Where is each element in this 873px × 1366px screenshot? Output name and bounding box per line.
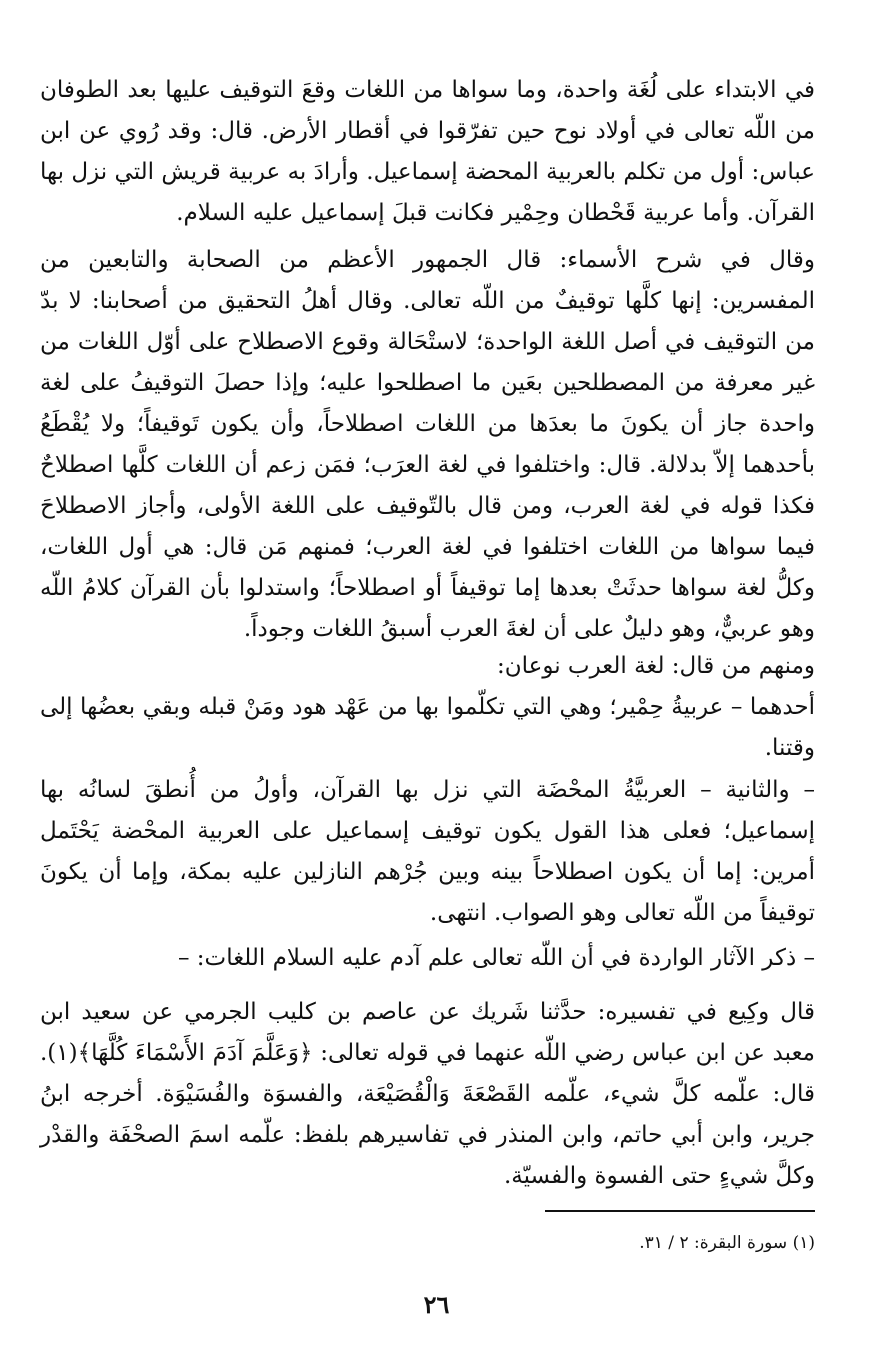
section-heading: – ذكر الآثار الواردة في أن اللّه تعالى علم آدم عليه السلام اللغات: – — [177, 945, 815, 971]
paragraph-3: ومنهم من قال: لغة العرب نوعان: — [496, 653, 815, 679]
paragraph-5: – والثانية – العربيَّةُ المحْضَة التي نزل بها القرآن، وأولُ من أُنطقَ لسانُه بها إسماعيل؛ فعلى هذا القول يكون توقيف إسماعيل على العربية المحْضة يَحْتَمل أمرين: إما أن يكون اصطلاحاً بينه وبين جُرْهم النازلين عليه بمكة، وإما أن يكونَ توقيفاً من اللّه تعالى وهو الصواب. انتهى. — [40, 777, 815, 926]
footnote: (١) سورة البقرة: ٢ / ٣١. — [639, 1233, 815, 1253]
paragraph-1: في الابتداء على لُغَة واحدة، وما سواها من اللغات وقعَ التوقيف عليها بعد الطوفان من اللّه تعالى في أولاد نوح حين تفرّقوا في أقطار الأرض. قال: وقد رُوي عن ابن عباس: أول من تكلم بالعربية المحضة إسماعيل. وأرادَ به عربية قريش التي نزل بها القرآن. وأما عربية قَحْطان وحِمْير فكانت قبلَ إسماعيل عليه السلام. — [40, 77, 815, 226]
page-number: ٢٦ — [423, 1290, 450, 1319]
paragraph-2: وقال في شرح الأسماء: قال الجمهور الأعظم من الصحابة والتابعين من المفسرين: إنها كلَّها توقيفٌ من اللّه تعالى. وقال أهلُ التحقيق من أصحابنا: لا بدّ من التوقيف في أصل اللغة الواحدة؛ لاستْحَالة وقوع الاصطلاح على أوّل اللغات من غير معرفة من المصطلحين بعَين ما اصطلحوا عليه؛ وإذا حصلَ التوقيفُ على لغة واحدة جاز أن يكونَ ما بعدَها من اللغات اصطلاحاً، وأن يكون تَوقيفاً؛ ولا يُقْطَعُ بأحدهما إلاّ بدلالة. قال: واختلفوا في لغة العرَب؛ فمَن زعم أن اللغات كلَّها اصطلاحٌ فكذا قوله في لغة العرب، ومن قال بالتّوقيف على اللغة الأولى، وأجاز الاصطلاحَ فيما سواها من اللغات اختلفوا في لغة العرب؛ فمنهم مَن قال: هي أول اللغات، وكلُّ لغة سواها حدثَتْ بعدها إما توقيفاً أو اصطلاحاً؛ واستدلوا بأن القرآن كلامُ اللّه وهو عربيٌّ، وهو دليلٌ على أن لغةَ العرب أسبقُ اللغات وجوداً. — [40, 247, 815, 642]
paragraph-6: قال وكِيع في تفسيره: حدَّثنا شَريك عن عاصم بن كليب الجرمي عن سعيد ابن معبد عن ابن عباس رضي اللّه عنهما في قوله تعالى: ﴿وَعَلَّمَ آدَمَ الأَسْمَاءَ كُلَّهَا﴾(١). قال: علّمه كلَّ شيء، علّمه القَصْعَةَ وَالْقُصَيْعَة، والفسوَة والفُسَيْوَة. أخرجه ابنُ جرير، وابن أبي حاتم، وابن المنذر في تفاسيرهم بلفظ: علّمه اسمَ الصحْفَة والقدْر وكلَّ شيءٍ حتى الفسوة والفسيّة. — [40, 999, 815, 1189]
paragraph-4: أحدهما – عربيةُ حِمْير؛ وهي التي تكلّموا بها من عَهْد هود ومَنْ قبله وبقي بعضُها إلى وقتنا. — [40, 694, 815, 761]
footnote-divider — [545, 1210, 815, 1212]
